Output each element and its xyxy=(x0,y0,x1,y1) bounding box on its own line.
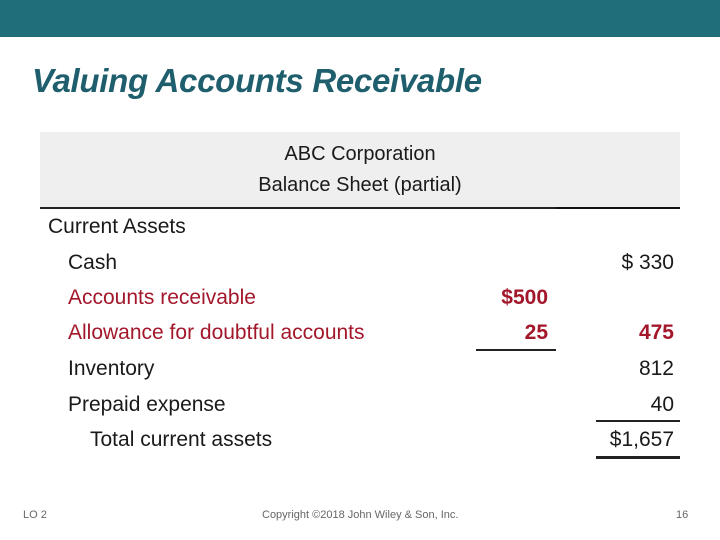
total-rule-top xyxy=(596,420,680,422)
row-label-prepaid-expense: Prepaid expense xyxy=(68,393,226,416)
slide-title: Valuing Accounts Receivable xyxy=(32,62,482,99)
row-label-accounts-receivable: Accounts receivable xyxy=(68,286,256,309)
row-value-total-current-assets: $1,657 xyxy=(609,428,674,451)
row-label-cash: Cash xyxy=(68,251,118,274)
total-rule-bottom xyxy=(596,456,680,459)
row-label-allowance: Allowance for doubtful accounts xyxy=(68,321,365,344)
page-number: 16 xyxy=(676,509,689,521)
row-value-net-receivable: 475 xyxy=(638,321,674,344)
row-label-inventory: Inventory xyxy=(68,357,155,380)
statement-title: Balance Sheet (partial) xyxy=(258,174,462,196)
top-accent-bar xyxy=(0,0,720,37)
row-value-prepaid-expense: 40 xyxy=(650,393,674,416)
section-label-current-assets: Current Assets xyxy=(48,215,186,238)
learning-objective: LO 2 xyxy=(23,509,47,521)
row-value-allowance: 25 xyxy=(524,321,548,344)
row-value-cash: $ 330 xyxy=(621,251,674,274)
row-value-inventory: 812 xyxy=(638,357,674,380)
copyright: Copyright ©2018 John Wiley & Son, Inc. xyxy=(262,509,459,521)
row-label-total-current-assets: Total current assets xyxy=(90,428,273,451)
row-value-accounts-receivable: $500 xyxy=(501,286,548,309)
company-name: ABC Corporation xyxy=(284,143,436,165)
header-underline-right xyxy=(556,207,680,209)
subtotal-rule xyxy=(476,349,556,351)
header-underline-left xyxy=(40,207,556,209)
